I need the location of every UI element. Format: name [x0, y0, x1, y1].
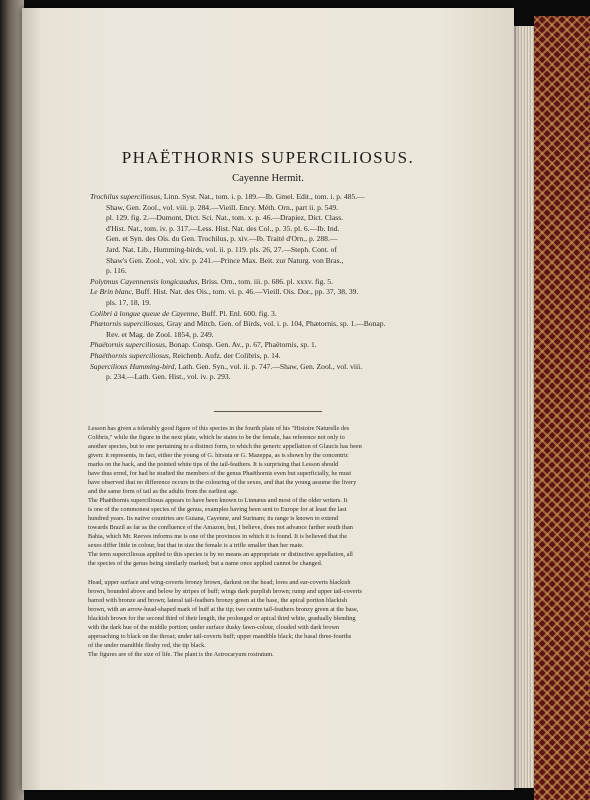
paragraph: Lesson has given a tolerably good figure of this species in the fourth plate of his "Histoire Naturelle des Colibris," while the figure in the next plate, which he states to be the female, has reference not only to another species, but to one pertaining to a distinct form, to which the generic appellation of Glaucis has been given: it represents, in fact, either the young of G. hirsuta or G. Mazeppa, as is shown by the concentric marks on the back, and the pointed white tips of the tail-feathers. It is surprising that Lesson should have thus erred, for had he studied the members of the genus Phaëthornis even but superficially, he must have observed that no difference occurs in the colouring of the sexes, and that the young assume the livery and the same form of tail as the adults from the earliest age.	[88, 425, 362, 495]
page-edges	[514, 26, 534, 788]
synonym-entry	[90, 192, 490, 277]
synonym-name: Le Brin blanc,	[90, 287, 134, 297]
synonym-entry	[90, 340, 490, 351]
synonym-citation: Gray and Mitch. Gen. of Birds, vol. i. p. 104, Phætornis, sp. 1.—Bonap. Rev. et Mag. de Zool. 1854, p. 249.	[106, 319, 386, 339]
synonym-citation: Reichenb. Aufz. der Colibris, p. 14.	[170, 350, 281, 360]
species-title: PHAËTHORNIS SUPERCILIOSUS.	[121, 148, 415, 167]
synonym-citation: Linn. Syst. Nat., tom. i. p. 189.—Ib. Gmel. Edit., tom. i. p. 485.— Shaw, Gen. Zool., vol. viii. p. 284.—Vieill. Ency. Méth. Orn., part ii. p. 549. pl. 129. fig. 2.—Dumont, Dict. Sci. Nat., tom. x. p. 46.—Drapiez, Dict. Class. d'Hist. Nat., tom. iv. p. 317.—Less. Hist. Nat. des Col., p. 35. pl. 6.—Ib. Ind. Gen. et Syn. des Ois. du Gen. Trochilus, p. xiv.—Ib. Traité d'Orn., p. 288.— Jard. Nat. Lib., Humming-birds, vol. ii. p. 119. pls. 26, 27.—Steph. Cont. of Shaw's Gen. Zool., vol. xiv. p. 241.—Prince Max. Beit. zur Naturg. von Bras., p. 116.	[106, 192, 365, 276]
synonym-name: Phætornis superciliosus,	[90, 319, 165, 329]
book-page	[22, 8, 514, 790]
synonym-name: Polytmus Cayennensis longicaudus,	[90, 276, 200, 286]
paragraph: The Phaëthornis superciliosus appears to have been known to Linnæus and most of the older writers. It is one of the commonest species of the genus, examples having been sent to Europe for at least the last hundred years. Its native countries are Guiana, Cayenne, and Surinam; its range is known to extend towards Brazil as far as the confluence of the Amazon, but, I believe, does not advance farther south than Bahia, which Mr. Reeves informs me is one of the provinces in which it is found. It is believed that the sexes differ little in colour, but that in size the female is a trifle smaller than her mate.	[88, 497, 353, 549]
facing-page-edge	[0, 0, 24, 800]
synonym-citation: Briss. Orn., tom. iii. p. 686. pl. xxxv. fig. 5.	[199, 276, 333, 286]
paragraph: The term superciliosus applied to this species is by no means an appropriate or distinctive appellation, all the species of the genus being similarly marked; but a name once applied cannot be changed.	[88, 551, 353, 567]
synonym-entry	[90, 319, 490, 340]
synonym-name: Supercilious Humming-bird,	[90, 361, 177, 371]
synonym-name: Trochilus superciliosus,	[90, 192, 163, 201]
synonym-name: Colibri à longue queue de Cayenne,	[90, 308, 200, 318]
paragraph: The figures are of the size of life. The plant is the Astrocaryum rostratum.	[88, 651, 274, 658]
synonym-citation: Buff. Hist. Nat. des Ois., tom. vi. p. 46.—Vieill. Ois. Dor., pp. 37, 38, 39. pls. 17, 18, 19.	[106, 287, 359, 307]
synonym-entry	[90, 287, 490, 308]
synonym-name: Phaëthornis superciliosus,	[90, 350, 171, 360]
common-name: Cayenne Hermit.	[232, 173, 304, 184]
synonymy-list	[90, 192, 490, 383]
synonym-entry	[90, 277, 490, 288]
synonym-entry	[90, 351, 490, 362]
synonym-name: Phaëtornis superciliosus,	[90, 340, 167, 350]
marbled-cover	[534, 16, 590, 800]
synonym-citation: Bonap. Consp. Gen. Av., p. 67, Phaëtornis, sp. 1.	[166, 340, 317, 350]
description-text	[88, 424, 490, 659]
paragraph: Head, upper surface and wing-coverts bronzy brown, darkest on the head; lores and ear-coverts blackish brown, bounded above and below by stripes of buff; wings dark purplish brown; rump and upper tail-coverts barred with bronze and brown; lateral tail-feathers bronzy green at the base, the apical portion blackish brown, with an arrow-head-shaped mark of buff at the tip; two centre tail-feathers bronzy green at the base, blackish brown for the second third of their length, the prolonged or apical third white, gradually blending with the dark hue of the middle portion; under surface dusky fawn-colour, clouded with dark brown approaching to black on the throat; under tail-coverts buff; upper mandible black; the basal three-fourths of the under mandible fleshy red, the tip black.	[88, 579, 362, 649]
synonym-entry	[90, 362, 490, 383]
synonym-entry	[90, 309, 490, 320]
synonym-citation: Lath. Gen. Syn., vol. ii. p. 747.—Shaw, Gen. Zool., vol. viii. p. 234.—Lath. Gen. Hist., vol. iv. p. 293.	[106, 361, 363, 382]
synonym-citation: Buff. Pl. Enl. 600. fig. 3.	[199, 308, 277, 318]
section-divider	[214, 411, 322, 412]
